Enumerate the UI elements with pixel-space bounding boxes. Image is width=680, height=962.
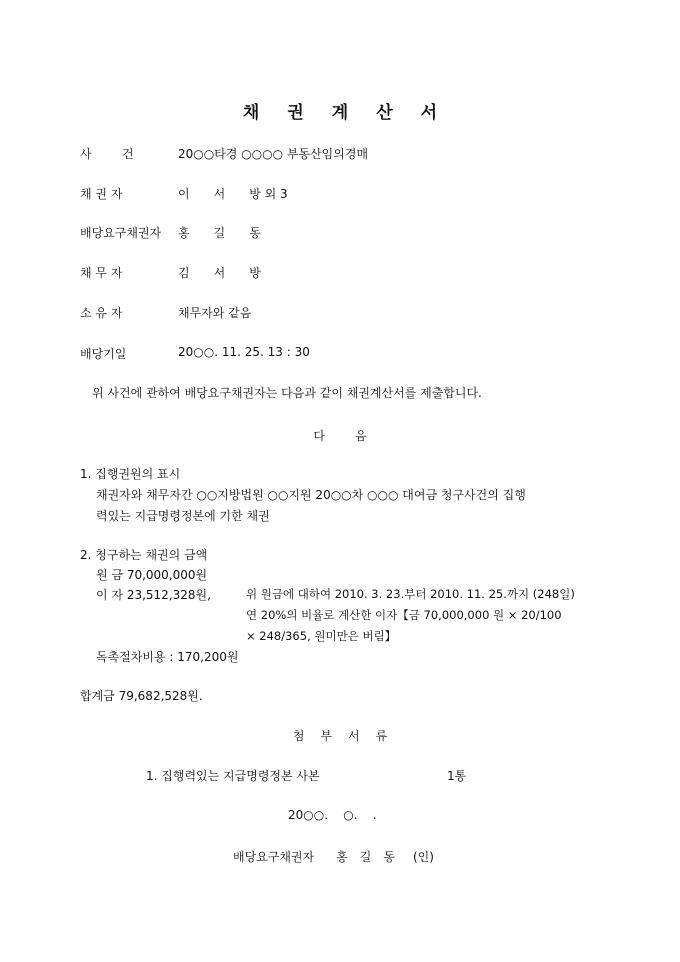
- creditor-value: 이 서 방 외 3: [178, 187, 288, 201]
- following-heading: 다 음: [313, 429, 367, 443]
- signer-role: 배당요구채권자: [233, 850, 315, 864]
- case-label: 사 건: [80, 147, 134, 161]
- interest-line3: × 248/365, 원미만은 버림】: [246, 629, 397, 643]
- seal-mark: (인): [412, 850, 434, 864]
- section2-heading: 2. 청구하는 채권의 금액: [80, 548, 208, 562]
- debtor-value: 김 서 방: [178, 266, 261, 280]
- procedure-cost: 독촉절차비용 : 170,200원: [96, 650, 239, 664]
- signer-line: [233, 848, 434, 865]
- total-amount: 합계금 79,682,528원.: [80, 689, 203, 703]
- attachment-count: 1통: [447, 769, 467, 783]
- case-value: 20○○타경 ○○○○ 부동산임의경매: [178, 147, 369, 161]
- title-char: 권: [287, 103, 304, 123]
- section1-line1: 채권자와 채무자간 ○○지방법원 ○○지원 20○○차 ○○○ 대여금 청구사건의 집행: [96, 488, 526, 502]
- title-char: 계: [331, 103, 349, 123]
- interest-amount: 이 자 23,512,328원,: [96, 588, 211, 602]
- section1-line2: 력있는 지급명령정본에 기한 채권: [96, 509, 270, 523]
- sign-date: 20○○. ○. .: [288, 808, 377, 822]
- intro-sentence: 위 사건에 관하여 배당요구채권자는 다음과 같이 채권계산서를 제출합니다.: [92, 386, 482, 400]
- section1-heading: 1. 집행권원의 표시: [80, 467, 181, 481]
- interest-line1: 위 원금에 대하여 2010. 3. 23.부터 2010. 11. 25.까지 (248일): [246, 587, 575, 601]
- signer-name-char: 동: [383, 850, 395, 864]
- owner-label: 소 유 자: [80, 306, 123, 320]
- title-char: 산: [376, 103, 393, 123]
- date-label: 배당기일: [80, 347, 127, 361]
- debtor-label: 채 무 자: [80, 266, 123, 280]
- signer-name-char: 홍: [336, 850, 348, 864]
- claimant-value: 홍 길 동: [178, 226, 261, 240]
- owner-value: 채무자와 같음: [178, 306, 252, 320]
- attachments-heading: 첨 부 서 류: [292, 729, 388, 743]
- claimant-label: 배당요구채권자: [80, 226, 162, 240]
- signer-name-char: 길: [359, 850, 372, 864]
- principal-amount: 원 금 70,000,000원: [96, 568, 208, 582]
- interest-line2: 연 20%의 비율로 계산한 이자【금 70,000,000 원 × 20/100: [246, 608, 562, 622]
- date-value: 20○○. 11. 25. 13 : 30: [178, 345, 310, 359]
- title-char: 서: [420, 103, 438, 123]
- document-title: [0, 98, 680, 123]
- creditor-label: 채 권 자: [80, 187, 123, 201]
- attachment-item: 1. 집행력있는 지급명령정본 사본: [146, 769, 320, 783]
- title-char: 채: [242, 103, 260, 123]
